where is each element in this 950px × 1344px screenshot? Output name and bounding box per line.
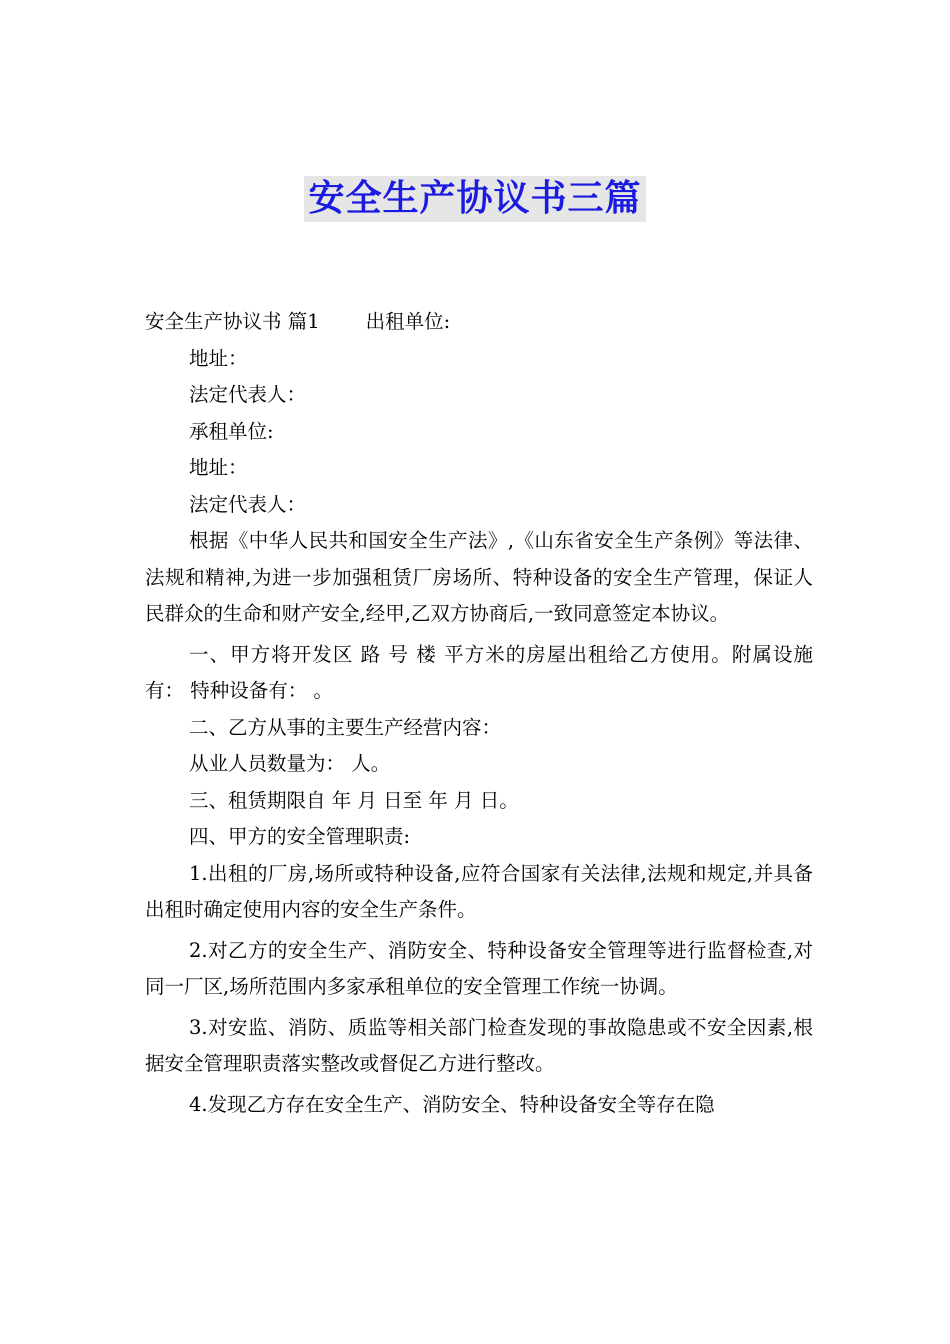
section-heading: 安全生产协议书 篇1 <box>145 310 320 333</box>
title-area <box>0 176 950 222</box>
document-title: 安全生产协议书三篇 <box>304 176 645 222</box>
paragraph-lessee-address: 地址： <box>189 456 248 479</box>
paragraph-clause-2: 二、乙方从事的主要生产经营内容： <box>189 715 502 739</box>
paragraph-lessee-unit: 承租单位: <box>189 419 274 443</box>
first-line <box>145 304 813 341</box>
paragraph-item-3: 3.对安监、消防、质监等相关部门检查发现的事故隐患或不安全因素,根据安全管理职责落实整改或督促乙方进行整改。 <box>145 1015 813 1075</box>
paragraph-lessee-representative: 法定代表人： <box>189 492 307 516</box>
paragraph-staff-count: 从业人员数量为： 人。 <box>189 752 391 775</box>
document-body <box>145 304 813 1123</box>
paragraph-preamble: 根据《中华人民共和国安全生产法》,《山东省安全生产条例》等法律、法规和精神,为进一步加强租赁厂房场所、特种设备的安全生产管理，保证人民群众的生命和财产安全,经甲,乙双方协商后,一致同意签定本协议。 <box>145 529 813 625</box>
paragraph-clause-4: 四、甲方的安全管理职责: <box>189 825 411 848</box>
paragraph-lessor-address: 地址： <box>189 346 248 370</box>
paragraph-clause-3: 三、租赁期限自 年 月 日至 年 月 日。 <box>189 788 519 812</box>
lessor-label: 出租单位: <box>365 310 451 333</box>
paragraph-item-1: 1.出租的厂房,场所或特种设备,应符合国家有关法律,法规和规定,并具备出租时确定使用内容的安全生产条件。 <box>145 861 813 921</box>
paragraph-clause-1: 一、甲方将开发区 路 号 楼 平方米的房屋出租给乙方使用。附属设施有： 特种设备有： 。 <box>145 642 813 702</box>
paragraph-item-4: 4.发现乙方存在安全生产、消防安全、特种设备安全等存在隐 <box>189 1092 715 1116</box>
paragraph-item-2: 2.对乙方的安全生产、消防安全、特种设备安全管理等进行监督检查,对同一厂区,场所范围内多家承租单位的安全管理工作统一协调。 <box>145 938 813 998</box>
paragraph-lessor-representative: 法定代表人： <box>189 383 307 406</box>
